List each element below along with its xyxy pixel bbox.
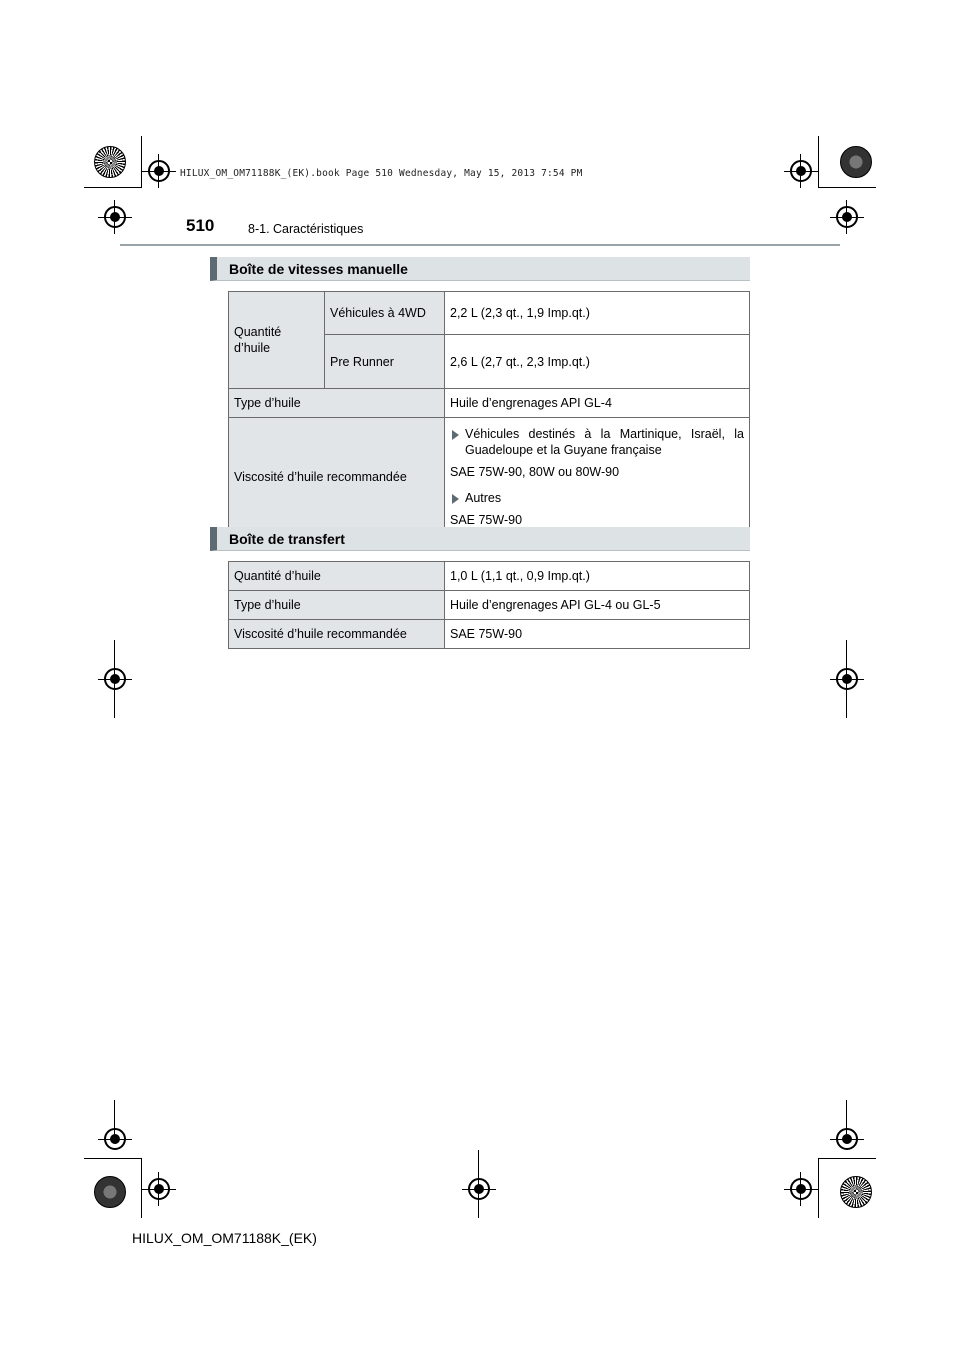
registration-mark-icon (836, 668, 858, 690)
book-info-line: HILUX_OM_OM71188K_(EK).book Page 510 Wednesday, May 15, 2013 7:54 PM (180, 168, 583, 179)
table-cell-value (445, 418, 750, 537)
section-heading-label: Boîte de transfert (229, 531, 345, 547)
registration-mark-icon (790, 160, 812, 182)
table-row (229, 389, 750, 418)
table-cell-value: Huile d’engrenages API GL-4 ou GL-5 (445, 591, 750, 620)
registration-mark-icon (148, 1178, 170, 1200)
page-number: 510 (186, 216, 215, 235)
registration-mark-icon (836, 1128, 858, 1150)
header-rule (120, 244, 840, 246)
table-cell-value: 2,6 L (2,7 qt., 2,3 Imp.qt.) (445, 335, 750, 389)
triangle-bullet-icon (452, 494, 459, 504)
footer-doc-code: HILUX_OM_OM71188K_(EK) (132, 1230, 317, 1246)
table-cell-value: SAE 75W-90 (445, 620, 750, 649)
table-cell-label: Viscosité d’huile recommandée (229, 620, 445, 649)
manual-gearbox-table (228, 291, 750, 537)
registration-mark-icon (468, 1178, 490, 1200)
table-cell-label: Quantité d’huile (229, 292, 325, 389)
table-row (229, 292, 750, 335)
registration-mark-icon (104, 668, 126, 690)
table-cell-variant: Pre Runner (325, 335, 445, 389)
table-cell-label: Viscosité d’huile recommandée (229, 418, 445, 537)
section-title: 8-1. Caractéristiques (248, 222, 364, 236)
list-item: Véhicules destinés à la Martinique, Israël, la Guadeloupe et la Guyane française (450, 426, 744, 458)
table-cell-label: Type d’huile (229, 591, 445, 620)
table-row (229, 418, 750, 537)
color-bar-icon (840, 146, 872, 178)
list-item: Autres (450, 490, 744, 506)
section-heading-label: Boîte de vitesses manuelle (229, 261, 408, 277)
viscosity-value: SAE 75W-90 (450, 513, 523, 527)
color-bar-icon (94, 1176, 126, 1208)
table-row (229, 562, 750, 591)
triangle-bullet-icon (452, 430, 459, 440)
section-heading-manual-gearbox (210, 257, 750, 281)
registration-mark-icon (104, 1128, 126, 1150)
section-heading-transfer-case (210, 527, 750, 551)
transfer-case-table (228, 561, 750, 649)
registration-mark-icon (836, 206, 858, 228)
registration-mark-icon (148, 160, 170, 182)
table-cell-value: Huile d’engrenages API GL-4 (445, 389, 750, 418)
registration-mark-icon (790, 1178, 812, 1200)
table-cell-variant: Véhicules à 4WD (325, 292, 445, 335)
table-cell-value: 2,2 L (2,3 qt., 1,9 Imp.qt.) (445, 292, 750, 335)
table-row (229, 591, 750, 620)
viscosity-value: SAE 75W-90, 80W ou 80W-90 (450, 465, 620, 479)
color-bar-icon (840, 1176, 872, 1208)
table-cell-value: 1,0 L (1,1 qt., 0,9 Imp.qt.) (445, 562, 750, 591)
color-bar-icon (94, 146, 126, 178)
table-cell-label: Quantité d’huile (229, 562, 445, 591)
registration-mark-icon (104, 206, 126, 228)
table-cell-label: Type d’huile (229, 389, 445, 418)
table-row (229, 620, 750, 649)
